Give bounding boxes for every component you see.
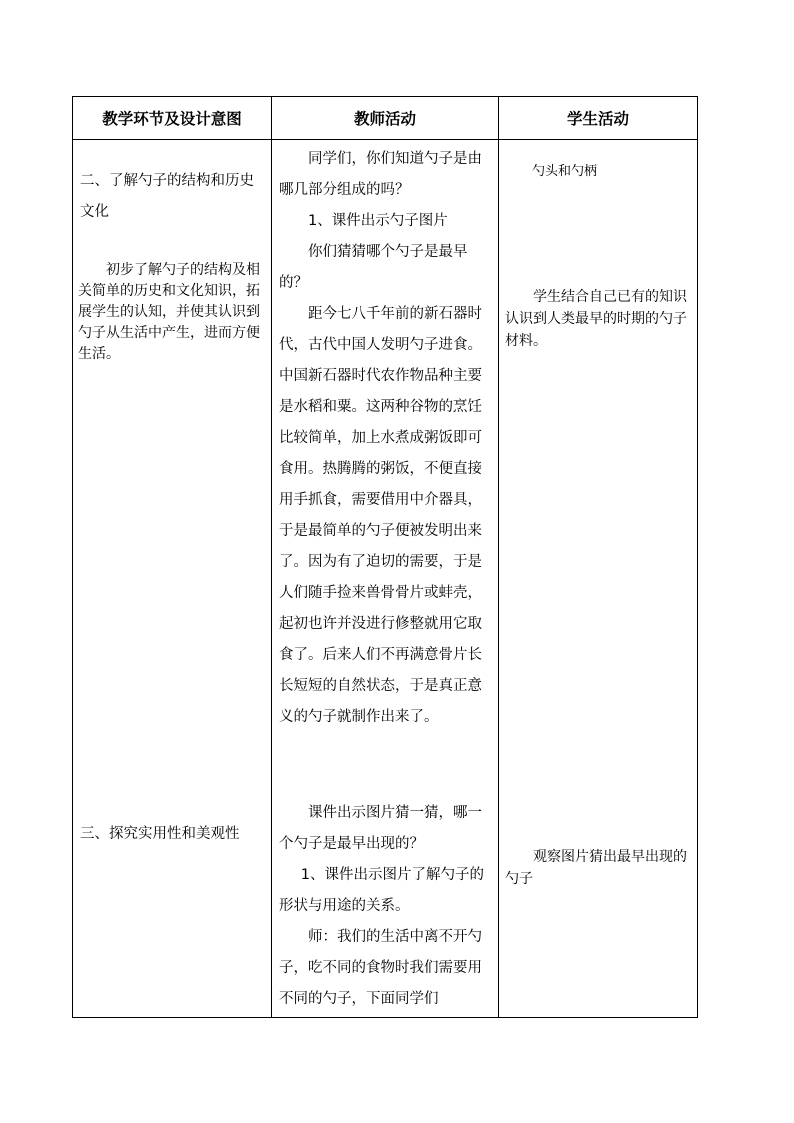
teacher-activity-cell	[272, 140, 499, 1018]
student-activity-cell	[499, 140, 698, 1018]
lesson-plan-table	[72, 96, 698, 1018]
section2-description: 初步了解勺子的结构及相关简单的历史和文化知识，拓展学生的认知，并使其认识到勺子从生活中产生，进而方便生活。	[78, 262, 260, 362]
section2-title: 二、了解勺子的结构和历史文化	[80, 173, 254, 220]
teacher-question: 课件出示图片猜一猜，哪一个勺子是最早出现的？	[279, 805, 482, 852]
header-teacher-activity: 教师活动	[272, 97, 499, 140]
table-header-row	[73, 97, 698, 140]
teacher-activity-block-a	[279, 144, 493, 733]
student-answer-1: 勺头和勺柄	[532, 164, 598, 179]
student-answer-2: 学生结合自己已有的知识认识到人类最早的时期的勺子材料。	[505, 289, 687, 349]
student-answer-3: 观察图片猜出最早出现的勺子	[505, 849, 687, 887]
teacher-narration: 距今七八千年前的新石器时代，古代中国人发明勺子进食。中国新石器时代农作物品种主要是水稻和粟。这两种谷物的烹饪比较简单，加上水煮成粥饭即可食用。热腾腾的粥饭，不便直接用手抓食，需要借用中介器具，于是最简单的勺子便被发明出来了。因为有了迫切的需要，于是人们随手捡来兽骨骨片或蚌壳，起初也许并没进行修整就用它取食了。后来人们不再满意骨片长长短短的自然状态，于是真正意义的勺子就制作出来了。	[279, 306, 482, 725]
teacher-step: 1、课件出示勺子图片	[308, 213, 448, 229]
teacher-question: 同学们，你们知道勺子是由哪几部分组成的吗？	[279, 151, 482, 198]
header-teaching-stage: 教学环节及设计意图	[73, 97, 272, 140]
teacher-step: 1、课件出示图片了解勺子的形状与用途的关系。	[279, 867, 484, 914]
teacher-activity-block-b	[279, 798, 493, 1015]
section3-title: 三、探究实用性和美观性	[80, 826, 240, 842]
header-student-activity: 学生活动	[499, 97, 698, 140]
table-body-row	[73, 140, 698, 1018]
teaching-stage-cell	[73, 140, 272, 1018]
teacher-question: 你们猜猜哪个勺子是最早的？	[279, 244, 468, 291]
teacher-narration: 师：我们的生活中离不开勺子，吃不同的食物时我们需要用不同的勺子，下面同学们	[279, 929, 482, 1007]
